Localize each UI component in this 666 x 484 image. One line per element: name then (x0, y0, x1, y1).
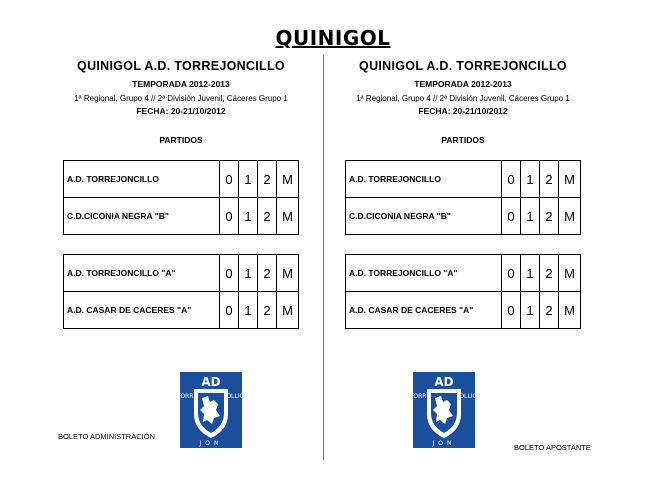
option-1[interactable]: 1 (239, 161, 258, 197)
season-label: TEMPORADA 2012-2013 (414, 79, 512, 89)
option-1[interactable]: 1 (521, 255, 540, 291)
boleto-apostante-label: BOLETO APOSTANTE (514, 443, 591, 452)
option-1[interactable]: 1 (239, 255, 258, 291)
team-name: A.D. TORREJONCILLO (64, 161, 220, 197)
option-0[interactable]: 0 (502, 198, 521, 234)
option-m[interactable]: M (282, 208, 293, 224)
option-2[interactable]: 2 (258, 292, 277, 328)
option-1[interactable]: 1 (521, 198, 540, 234)
league-label: 1ª Regional, Grupo 4 // 2ª División Juvenil, Cáceres Grupo 1 (356, 94, 570, 103)
crest-letters-right: OLLIC (459, 393, 477, 400)
option-m[interactable]: M (564, 208, 575, 224)
option-2[interactable]: 2 (540, 292, 559, 328)
club-crest-logo (409, 372, 477, 448)
option-m[interactable]: M (564, 302, 575, 318)
partidos-label: PARTIDOS (441, 135, 485, 145)
match-row (64, 291, 298, 328)
option-0[interactable]: 0 (220, 161, 239, 197)
option-m[interactable]: M (564, 265, 575, 281)
option-0[interactable]: 0 (220, 255, 239, 291)
option-1[interactable]: 1 (521, 292, 540, 328)
option-2[interactable]: 2 (540, 198, 559, 234)
option-1[interactable]: 1 (239, 292, 258, 328)
date-label: FECHA: 20-21/10/2012 (136, 106, 226, 116)
crest-letters-right: OLLIC (226, 393, 244, 400)
match-row (64, 255, 298, 291)
option-1[interactable]: 1 (239, 198, 258, 234)
crest-letters-left: TORRE (409, 393, 431, 400)
option-m[interactable]: M (282, 171, 293, 187)
option-0[interactable]: 0 (220, 292, 239, 328)
option-2[interactable]: 2 (540, 255, 559, 291)
option-0[interactable]: 0 (502, 255, 521, 291)
team-name: A.D. TORREJONCILLO (346, 161, 502, 197)
match-row (346, 161, 580, 197)
option-2[interactable]: 2 (258, 255, 277, 291)
team-name: A.D. CASAR DE CACERES "A" (346, 292, 502, 328)
match-row (346, 197, 580, 234)
date-label: FECHA: 20-21/10/2012 (418, 106, 508, 116)
partidos-label: PARTIDOS (159, 135, 203, 145)
match-table-2 (345, 254, 581, 329)
page-title: QUINIGOL (275, 26, 391, 50)
match-table-1 (63, 160, 299, 235)
option-2[interactable]: 2 (258, 198, 277, 234)
option-m[interactable]: M (282, 302, 293, 318)
match-row (346, 255, 580, 291)
option-0[interactable]: 0 (502, 292, 521, 328)
season-label: TEMPORADA 2012-2013 (132, 79, 230, 89)
option-2[interactable]: 2 (258, 161, 277, 197)
match-table-1 (345, 160, 581, 235)
option-0[interactable]: 0 (220, 198, 239, 234)
match-row (346, 291, 580, 328)
crest-letters-top: AD (434, 375, 454, 389)
team-name: A.D. TORREJONCILLO "A" (64, 255, 220, 291)
match-row (64, 161, 298, 197)
match-row (64, 197, 298, 234)
team-name: C.D.CICONIA NEGRA "B" (346, 198, 502, 234)
league-label: 1ª Regional, Grupo 4 // 2ª División Juvenil, Cáceres Grupo 1 (74, 94, 288, 103)
team-name: A.D. CASAR DE CACERES "A" (64, 292, 220, 328)
crest-letters-top: AD (201, 375, 221, 389)
ticket-title: QUINIGOL A.D. TORREJONCILLO (77, 59, 285, 73)
ticket-title: QUINIGOL A.D. TORREJONCILLO (359, 59, 567, 73)
crest-letters-left: TORRE (176, 393, 198, 400)
team-name: C.D.CICONIA NEGRA "B" (64, 198, 220, 234)
option-0[interactable]: 0 (502, 161, 521, 197)
option-m[interactable]: M (564, 171, 575, 187)
match-table-2 (63, 254, 299, 329)
crest-letters-bottom: JON (432, 440, 456, 447)
cut-line (323, 55, 324, 460)
option-2[interactable]: 2 (540, 161, 559, 197)
option-1[interactable]: 1 (521, 161, 540, 197)
boleto-administracion-label: BOLETO ADMINISTRACIÓN (58, 432, 155, 441)
club-crest-logo (176, 372, 244, 448)
crest-letters-bottom: JON (199, 440, 223, 447)
option-m[interactable]: M (282, 265, 293, 281)
team-name: A.D. TORREJONCILLO "A" (346, 255, 502, 291)
